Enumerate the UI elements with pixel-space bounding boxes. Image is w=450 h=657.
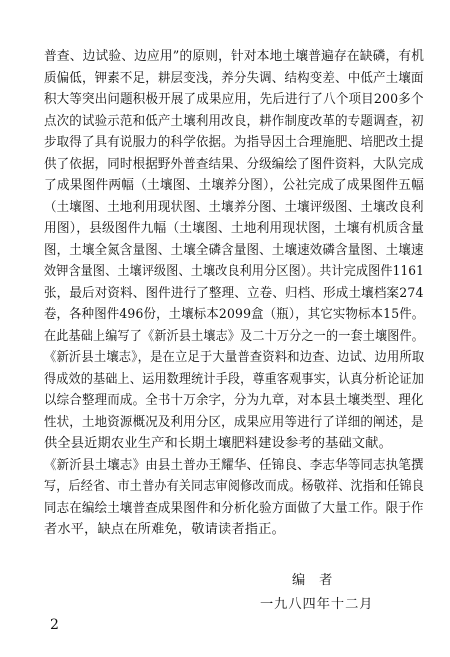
signature-date: 一九八四年十二月 bbox=[260, 597, 374, 612]
text-line: 《新沂县土壤志》由县土普办王耀华、任锦良、李志华等同志执笔撰 bbox=[44, 457, 424, 473]
page-number: 2 bbox=[50, 617, 59, 633]
text-line: 卷，各种图件496份，土壤标本2099盒（瓶），其它实物标本15件。 bbox=[44, 307, 425, 322]
text-line: 以综合整理而成。全书十万余字，分为九章，对本县土壤类型、理化 bbox=[44, 393, 424, 408]
text-line: 供全县近期农业生产和长期土壤肥料建设参考的基础文献。 bbox=[44, 436, 393, 451]
text-line: 图，土壤全氮含量图、土壤全磷含量图、土壤速效磷含量图、土壤速 bbox=[44, 242, 424, 258]
text-line: 得成效的基础上、运用数理统计手段，尊重客观事实，认真分析论证加 bbox=[44, 371, 425, 387]
text-line: （土壤图、土地利用现状图、土壤养分图、土壤评级图、土壤改良利 bbox=[44, 199, 424, 215]
text-line: 性状，土地资源概况及利用分区，成果应用等进行了详细的阐述，是 bbox=[44, 414, 424, 430]
text-line: 点次的试验示范和低产土壤利用改良，耕作制度改革的专题调查，初 bbox=[44, 113, 424, 129]
text-line: 效钾含量图、土壤评级图、土壤改良利用分区图）。共计完成图件1161 bbox=[44, 264, 424, 279]
text-line: 了成果图件两幅（土壤图、土壤养分图），公社完成了成果图件五幅 bbox=[44, 178, 425, 193]
author-signature: 编者 bbox=[292, 573, 347, 588]
text-line: 者水平，缺点在所难免，敬请读者指正。 bbox=[44, 522, 285, 537]
text-line: 步取得了具有说服力的科学依据。为指导因土合理施肥、培肥改土提 bbox=[44, 135, 424, 150]
text-line: 张，最后对资料、图件进行了整理、立卷、归档、形成土壤档案274 bbox=[44, 285, 424, 301]
text-line: 普查、边试验、边应用”的原则，针对本地土壤普遍存在缺磷，有机 bbox=[44, 49, 425, 64]
body-text bbox=[44, 46, 424, 541]
text-line: 在此基础上编写了《新沂县土壤志》及二十万分之一的一套土壤图件。 bbox=[44, 328, 425, 344]
text-line: 供了依据，同时根据野外普查结果、分级编绘了图件资料，大队完成 bbox=[44, 156, 424, 172]
text-line: 同志在编绘土壤普查成果图件和分析化验方面做了大量工作。限于作 bbox=[44, 500, 424, 516]
text-line: 用图），县级图件九幅（土壤图、土地利用现状图，土壤有机质含量 bbox=[44, 221, 425, 236]
text-line: 写，后经省、市土普办有关同志审阅修改而成。杨敬祥、沈指和任锦良 bbox=[44, 479, 425, 494]
text-line: 《新沂县土壤志》，是在立足于大量普查资料和边查、边试、边用所取 bbox=[44, 350, 425, 365]
text-line: 积大等突出问题积极开展了成果应用，先后进行了八个项目200多个 bbox=[44, 92, 424, 107]
text-line: 质偏低，钾素不足，耕层变浅，养分失调、结构变差、中低产土壤面 bbox=[44, 70, 424, 86]
